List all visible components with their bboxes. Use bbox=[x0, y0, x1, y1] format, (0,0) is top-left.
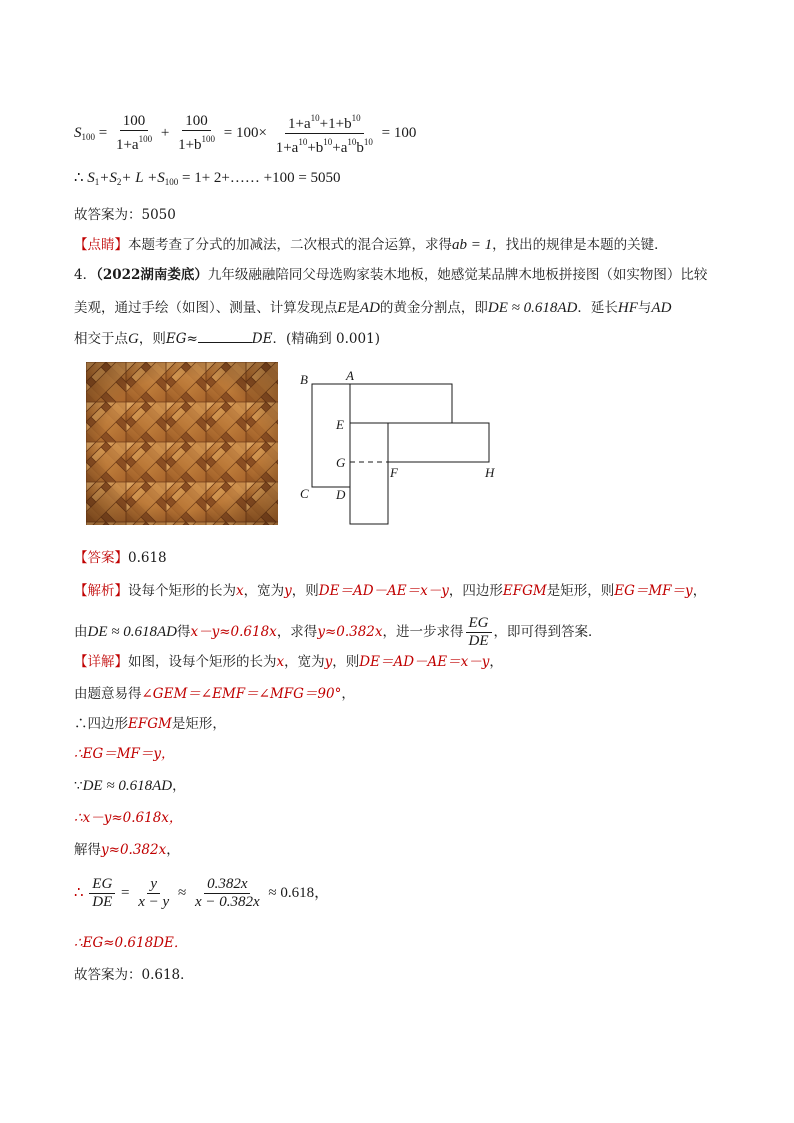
label-D: D bbox=[336, 487, 346, 502]
jiexi-line-1: 【解析】设每个矩形的长为x，宽为y，则DE＝AD－AE＝x－y，四边形EFGM是矩形，则EG＝MF＝y， bbox=[74, 583, 707, 599]
rectangle-vertical bbox=[350, 423, 388, 524]
answer-line-1: 故答案为：5050 bbox=[74, 207, 176, 223]
equation-sum: ∴ $S_1+S_2+ L +S_{100} = 1+$ 2+…… +100 = 5050 bbox=[74, 170, 341, 187]
xiangjie-line-4: ∴EG＝MF＝y， bbox=[74, 746, 175, 762]
fraction: $\frac{100}{1+b^{100}}$ bbox=[178, 113, 216, 153]
xiangjie-line-7: 解得y≈0.382x， bbox=[74, 842, 180, 858]
xiangjie-line-1: 【详解】如图，设每个矩形的长为x，宽为y，则DE＝AD－AE＝x－y， bbox=[74, 654, 503, 670]
fraction-y: $\frac{y}{x - y}$ bbox=[138, 876, 170, 910]
jiexi-tag: 【解析】 bbox=[74, 583, 128, 599]
question-source: （2022湖南娄底） bbox=[96, 267, 208, 283]
rectangle-top bbox=[350, 384, 452, 423]
xiangjie-line-8: ∴ $\frac{EG}{DE}$ = $\frac{y}{x - y}$ ≈ $\frac{0.382x}{x - 0.382x}$ ≈ 0.618， bbox=[74, 876, 330, 910]
question-4-line-2: 美观，通过手绘（如图）、测量、计算发现点E是AD的黄金分割点，即DE ≈ 0.618AD．延长HF与AD bbox=[74, 300, 672, 316]
equation-s100: $S_{100}$ = $\frac{100}{1+a^{100}}$ + $\frac{100}{1+b^{100}}$ = 100× $\frac{1+a^{10}+1+b^{10}}{1+a^{10}+b^{10}+a^{10}b^{10}}$ = 100 bbox=[74, 110, 416, 157]
xiangjie-line-6: ∴x－y≈0.618x， bbox=[74, 810, 183, 826]
xiangjie-line-3: ∴四边形EFGM是矩形， bbox=[74, 716, 226, 732]
rectangle-horizontal bbox=[388, 423, 489, 462]
xiangjie-line-10: 故答案为：0.618． bbox=[74, 967, 194, 983]
wood-floor-photo bbox=[86, 362, 278, 525]
dianjing-tag: 【点睛】 bbox=[74, 237, 128, 253]
fraction: $\frac{1+a^{10}+1+b^{10}}{1+a^{10}+b^{10}+a^{10}b^{10}}$ bbox=[273, 110, 376, 157]
label-C: C bbox=[300, 486, 309, 501]
fraction-0382: $\frac{0.382x}{x - 0.382x}$ bbox=[194, 876, 260, 910]
question-4-line-3: 相交于点G，则EG≈ DE．(精确到 0.001) bbox=[74, 331, 380, 347]
label-G: G bbox=[336, 455, 346, 470]
xiangjie-line-2: 由题意易得∠GEM＝∠EMF＝∠MFG＝90°， bbox=[74, 686, 355, 702]
fraction-eg-de: $\frac{EG}{DE}$ bbox=[89, 876, 115, 911]
question-4-line-1: 4．（2022湖南娄底）九年级融融陪同父母选购家装木地板，她感觉某品牌木地板拼接图（如实物图）比较 bbox=[74, 267, 708, 283]
answer-tag: 【答案】 bbox=[74, 550, 128, 566]
rectangle-bcda bbox=[312, 384, 350, 487]
dianjing-line: 【点睛】本题考查了分式的加减法，二次根式的混合运算，求得ab = 1，找出的规律是本题的关键． bbox=[74, 237, 668, 253]
label-B: B bbox=[300, 372, 308, 387]
answer-blank bbox=[198, 330, 252, 343]
xiangjie-line-5: ∵DE ≈ 0.618AD， bbox=[74, 778, 186, 794]
label-F: F bbox=[390, 465, 398, 480]
xiangjie-tag: 【详解】 bbox=[74, 654, 128, 670]
jiexi-line-2: 由DE ≈ 0.618AD得x－y≈0.618x，求得y≈0.382x，进一步求得 $\frac{EG}{DE}$ ，即可得到答案． bbox=[74, 615, 602, 649]
fraction: $\frac{100}{1+a^{100}}$ bbox=[115, 113, 153, 153]
label-E: E bbox=[336, 417, 344, 432]
fraction-eg-de: $\frac{EG}{DE}$ bbox=[466, 615, 492, 650]
answer-line: 【答案】0.618 bbox=[74, 550, 167, 566]
rectangle-diagram bbox=[296, 368, 506, 530]
label-H: H bbox=[485, 465, 495, 480]
xiangjie-line-9: ∴EG≈0.618DE． bbox=[74, 935, 188, 951]
label-A: A bbox=[346, 368, 354, 383]
